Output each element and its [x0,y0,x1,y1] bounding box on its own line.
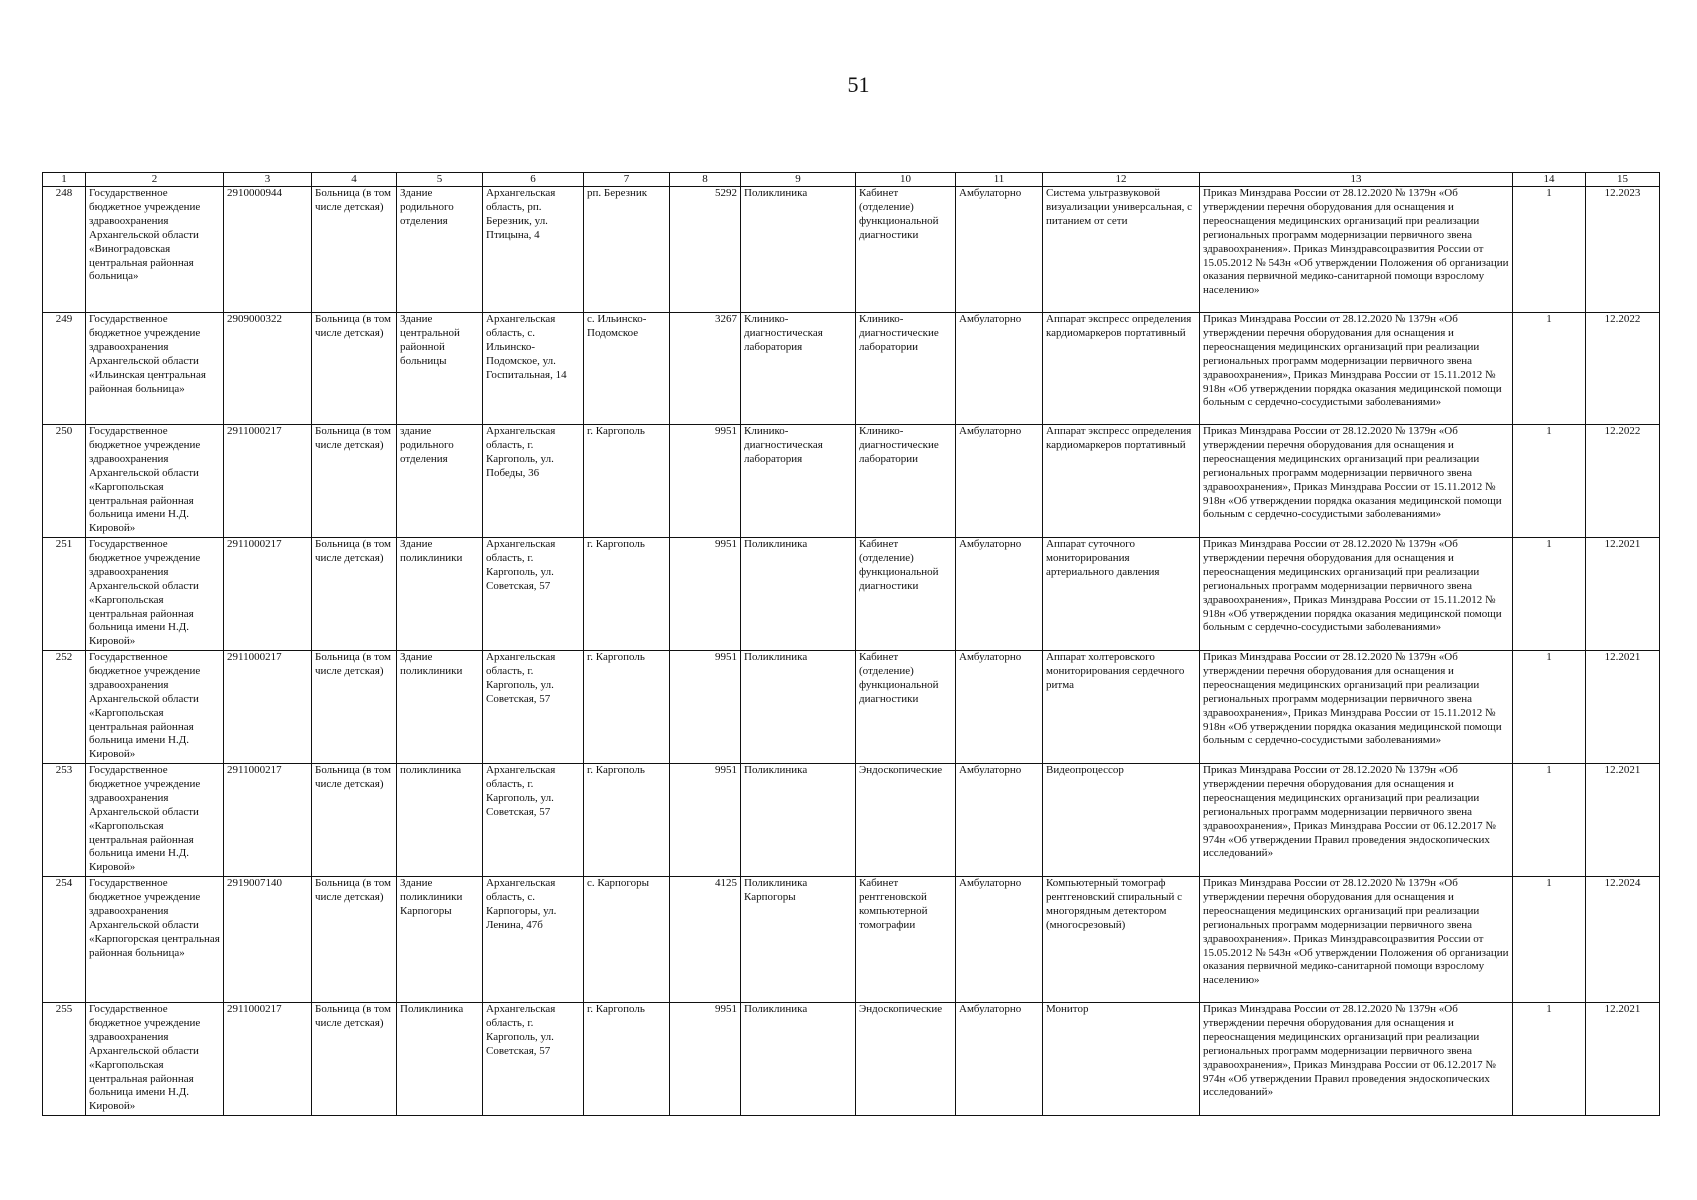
cabinet: Кабинет (отделение) функциональной диагностики [856,187,956,313]
building: здание родильного отделения [397,425,483,538]
population: 9951 [670,1003,741,1116]
care-form: Амбулаторно [956,187,1043,313]
cabinet: Эндоскопические [856,1003,956,1116]
inn-code: 2910000944 [224,187,312,313]
legal-basis: Приказ Минздрава России от 28.12.2020 № 1379н «Об утверждении перечня оборудования для оснащения и переоснащения медицинских организаций при реализации региональных программ модернизации первичного звена здравоохранения». Приказ Минздравсоцразвития России от 15.05.2012 № 543н «Об утверждении Положения об организации оказания первичной медико-санитарной помощи взрослому населению» [1200,187,1513,313]
cabinet: Кабинет рентгеновской компьютерной томографии [856,877,956,1003]
organization-name: Государственное бюджетное учреждение здравоохранения Архангельской области «Виноградовская центральная районная больница» [86,187,224,313]
care-form: Амбулаторно [956,651,1043,764]
column-header: 7 [584,173,670,187]
equipment: Система ультразвуковой визуализации универсальная, с питанием от сети [1043,187,1200,313]
building: Здание поликлиники [397,538,483,651]
facility-type: Больница (в том числе детская) [312,764,397,877]
equipment: Компьютерный томограф рентгеновский спиральный с многорядным детектором (многосрезовый) [1043,877,1200,1003]
building: Здание поликлиники [397,651,483,764]
quantity: 1 [1513,1003,1586,1116]
table-row [43,764,1660,877]
population: 9951 [670,538,741,651]
organization-name: Государственное бюджетное учреждение здравоохранения Архангельской области «Каргопольская центральная районная больница имени Н.Д. Кировой» [86,651,224,764]
column-header: 9 [741,173,856,187]
column-header: 11 [956,173,1043,187]
inn-code: 2911000217 [224,425,312,538]
row-number: 250 [43,425,86,538]
population: 5292 [670,187,741,313]
inn-code: 2909000322 [224,313,312,425]
facility-type: Больница (в том числе детская) [312,187,397,313]
legal-basis: Приказ Минздрава России от 28.12.2020 № 1379н «Об утверждении перечня оборудования для оснащения и переоснащения медицинских организаций при реализации региональных программ модернизации первичного звена здравоохранения», Приказ Минздрава России от 06.12.2017 № 974н «Об утверждении Правил проведения эндоскопических исследований» [1200,1003,1513,1116]
address: Архангельская область, с. Ильинско-Подомское, ул. Госпитальная, 14 [483,313,584,425]
population: 4125 [670,877,741,1003]
facility-type: Больница (в том числе детская) [312,313,397,425]
equipment: Видеопроцессор [1043,764,1200,877]
population: 3267 [670,313,741,425]
deadline: 12.2021 [1586,1003,1660,1116]
row-number: 254 [43,877,86,1003]
settlement: рп. Березник [584,187,670,313]
legal-basis: Приказ Минздрава России от 28.12.2020 № 1379н «Об утверждении перечня оборудования для оснащения и переоснащения медицинских организаций при реализации региональных программ модернизации первичного звена здравоохранения», Приказ Минздрава России от 15.11.2012 № 918н «Об утверждении порядка оказания медицинской помощи больным с сердечно-сосудистыми заболеваниями» [1200,313,1513,425]
organization-name: Государственное бюджетное учреждение здравоохранения Архангельской области «Каргопольская центральная районная больница имени Н.Д. Кировой» [86,764,224,877]
column-header: 3 [224,173,312,187]
care-form: Амбулаторно [956,1003,1043,1116]
division: Поликлиника [741,1003,856,1116]
organization-name: Государственное бюджетное учреждение здравоохранения Архангельской области «Карпогорская центральная районная больница» [86,877,224,1003]
settlement: г. Каргополь [584,538,670,651]
address: Архангельская область, г. Каргополь, ул. Советская, 57 [483,1003,584,1116]
facility-type: Больница (в том числе детская) [312,877,397,1003]
table-row [43,1003,1660,1116]
division: Поликлиника Карпогоры [741,877,856,1003]
facility-type: Больница (в том числе детская) [312,425,397,538]
column-header: 10 [856,173,956,187]
inn-code: 2919007140 [224,877,312,1003]
address: Архангельская область, рп. Березник, ул. Птицына, 4 [483,187,584,313]
quantity: 1 [1513,425,1586,538]
address: Архангельская область, г. Каргополь, ул. Советская, 57 [483,764,584,877]
legal-basis: Приказ Минздрава России от 28.12.2020 № 1379н «Об утверждении перечня оборудования для оснащения и переоснащения медицинских организаций при реализации региональных программ модернизации первичного звена здравоохранения», Приказ Минздрава России от 15.11.2012 № 918н «Об утверждении порядка оказания медицинской помощи больным с сердечно-сосудистыми заболеваниями» [1200,651,1513,764]
equipment: Аппарат суточного мониторирования артериального давления [1043,538,1200,651]
quantity: 1 [1513,538,1586,651]
quantity: 1 [1513,313,1586,425]
facility-type: Больница (в том числе детская) [312,1003,397,1116]
column-header: 12 [1043,173,1200,187]
header-row [43,173,1660,187]
column-header: 5 [397,173,483,187]
address: Архангельская область, г. Каргополь, ул. Победы, 36 [483,425,584,538]
organization-name: Государственное бюджетное учреждение здравоохранения Архангельской области «Каргопольская центральная районная больница имени Н.Д. Кировой» [86,538,224,651]
deadline: 12.2021 [1586,651,1660,764]
row-number: 253 [43,764,86,877]
division: Клинико-диагностическая лаборатория [741,313,856,425]
deadline: 12.2021 [1586,764,1660,877]
inn-code: 2911000217 [224,651,312,764]
settlement: г. Каргополь [584,1003,670,1116]
building: поликлиника [397,764,483,877]
row-number: 252 [43,651,86,764]
care-form: Амбулаторно [956,877,1043,1003]
equipment-table [42,172,1660,1116]
equipment: Аппарат экспресс определения кардиомаркеров портативный [1043,425,1200,538]
deadline: 12.2021 [1586,538,1660,651]
quantity: 1 [1513,187,1586,313]
table-row [43,425,1660,538]
quantity: 1 [1513,651,1586,764]
inn-code: 2911000217 [224,764,312,877]
legal-basis: Приказ Минздрава России от 28.12.2020 № 1379н «Об утверждении перечня оборудования для оснащения и переоснащения медицинских организаций при реализации региональных программ модернизации первичного звена здравоохранения», Приказ Минздрава России от 15.11.2012 № 918н «Об утверждении порядка оказания медицинской помощи больным с сердечно-сосудистыми заболеваниями» [1200,538,1513,651]
deadline: 12.2022 [1586,313,1660,425]
legal-basis: Приказ Минздрава России от 28.12.2020 № 1379н «Об утверждении перечня оборудования для оснащения и переоснащения медицинских организаций при реализации региональных программ модернизации первичного звена здравоохранения». Приказ Минздравсоцразвития России от 15.05.2012 № 543н «Об утверждении Положения об организации оказания первичной медико-санитарной помощи взрослому населению» [1200,877,1513,1003]
address: Архангельская область, г. Каргополь, ул. Советская, 57 [483,651,584,764]
deadline: 12.2023 [1586,187,1660,313]
population: 9951 [670,764,741,877]
table-row [43,187,1660,313]
cabinet: Эндоскопические [856,764,956,877]
quantity: 1 [1513,877,1586,1003]
column-header: 8 [670,173,741,187]
facility-type: Больница (в том числе детская) [312,538,397,651]
organization-name: Государственное бюджетное учреждение здравоохранения Архангельской области «Ильинская центральная районная больница» [86,313,224,425]
column-header: 15 [1586,173,1660,187]
care-form: Амбулаторно [956,764,1043,877]
division: Поликлиника [741,187,856,313]
settlement: с. Ильинско-Подомское [584,313,670,425]
column-header: 4 [312,173,397,187]
division: Поликлиника [741,764,856,877]
deadline: 12.2022 [1586,425,1660,538]
legal-basis: Приказ Минздрава России от 28.12.2020 № 1379н «Об утверждении перечня оборудования для оснащения и переоснащения медицинских организаций при реализации региональных программ модернизации первичного звена здравоохранения», Приказ Минздрава России от 15.11.2012 № 918н «Об утверждении порядка оказания медицинской помощи больным с сердечно-сосудистыми заболеваниями» [1200,425,1513,538]
row-number: 248 [43,187,86,313]
building: Поликлиника [397,1003,483,1116]
column-header: 14 [1513,173,1586,187]
inn-code: 2911000217 [224,1003,312,1116]
equipment: Аппарат холтеровского мониторирования сердечного ритма [1043,651,1200,764]
table-row [43,313,1660,425]
building: Здание центральной районной больницы [397,313,483,425]
equipment: Аппарат экспресс определения кардиомаркеров портативный [1043,313,1200,425]
building: Здание поликлиники Карпогоры [397,877,483,1003]
inn-code: 2911000217 [224,538,312,651]
legal-basis: Приказ Минздрава России от 28.12.2020 № 1379н «Об утверждении перечня оборудования для оснащения и переоснащения медицинских организаций при реализации региональных программ модернизации первичного звена здравоохранения», Приказ Минздрава России от 06.12.2017 № 974н «Об утверждении Правил проведения эндоскопических исследований» [1200,764,1513,877]
quantity: 1 [1513,764,1586,877]
row-number: 255 [43,1003,86,1116]
address: Архангельская область, г. Каргополь, ул. Советская, 57 [483,538,584,651]
column-header: 2 [86,173,224,187]
division: Поликлиника [741,538,856,651]
care-form: Амбулаторно [956,313,1043,425]
care-form: Амбулаторно [956,538,1043,651]
population: 9951 [670,425,741,538]
division: Клинико-диагностическая лаборатория [741,425,856,538]
page-number: 51 [847,72,870,97]
address: Архангельская область, с. Карпогоры, ул. Ленина, 47б [483,877,584,1003]
settlement: г. Каргополь [584,651,670,764]
cabinet: Кабинет (отделение) функциональной диагностики [856,651,956,764]
column-header: 1 [43,173,86,187]
deadline: 12.2024 [1586,877,1660,1003]
facility-type: Больница (в том числе детская) [312,651,397,764]
population: 9951 [670,651,741,764]
cabinet: Кабинет (отделение) функциональной диагностики [856,538,956,651]
building: Здание родильного отделения [397,187,483,313]
settlement: г. Каргополь [584,764,670,877]
row-number: 249 [43,313,86,425]
settlement: г. Каргополь [584,425,670,538]
column-header: 6 [483,173,584,187]
table-row [43,877,1660,1003]
column-header: 13 [1200,173,1513,187]
organization-name: Государственное бюджетное учреждение здравоохранения Архангельской области «Каргопольская центральная районная больница имени Н.Д. Кировой» [86,425,224,538]
cabinet: Клинико-диагностические лаборатории [856,425,956,538]
organization-name: Государственное бюджетное учреждение здравоохранения Архангельской области «Каргопольская центральная районная больница имени Н.Д. Кировой» [86,1003,224,1116]
cabinet: Клинико-диагностические лаборатории [856,313,956,425]
row-number: 251 [43,538,86,651]
equipment: Монитор [1043,1003,1200,1116]
table-row [43,651,1660,764]
care-form: Амбулаторно [956,425,1043,538]
table-row [43,538,1660,651]
settlement: с. Карпогоры [584,877,670,1003]
division: Поликлиника [741,651,856,764]
